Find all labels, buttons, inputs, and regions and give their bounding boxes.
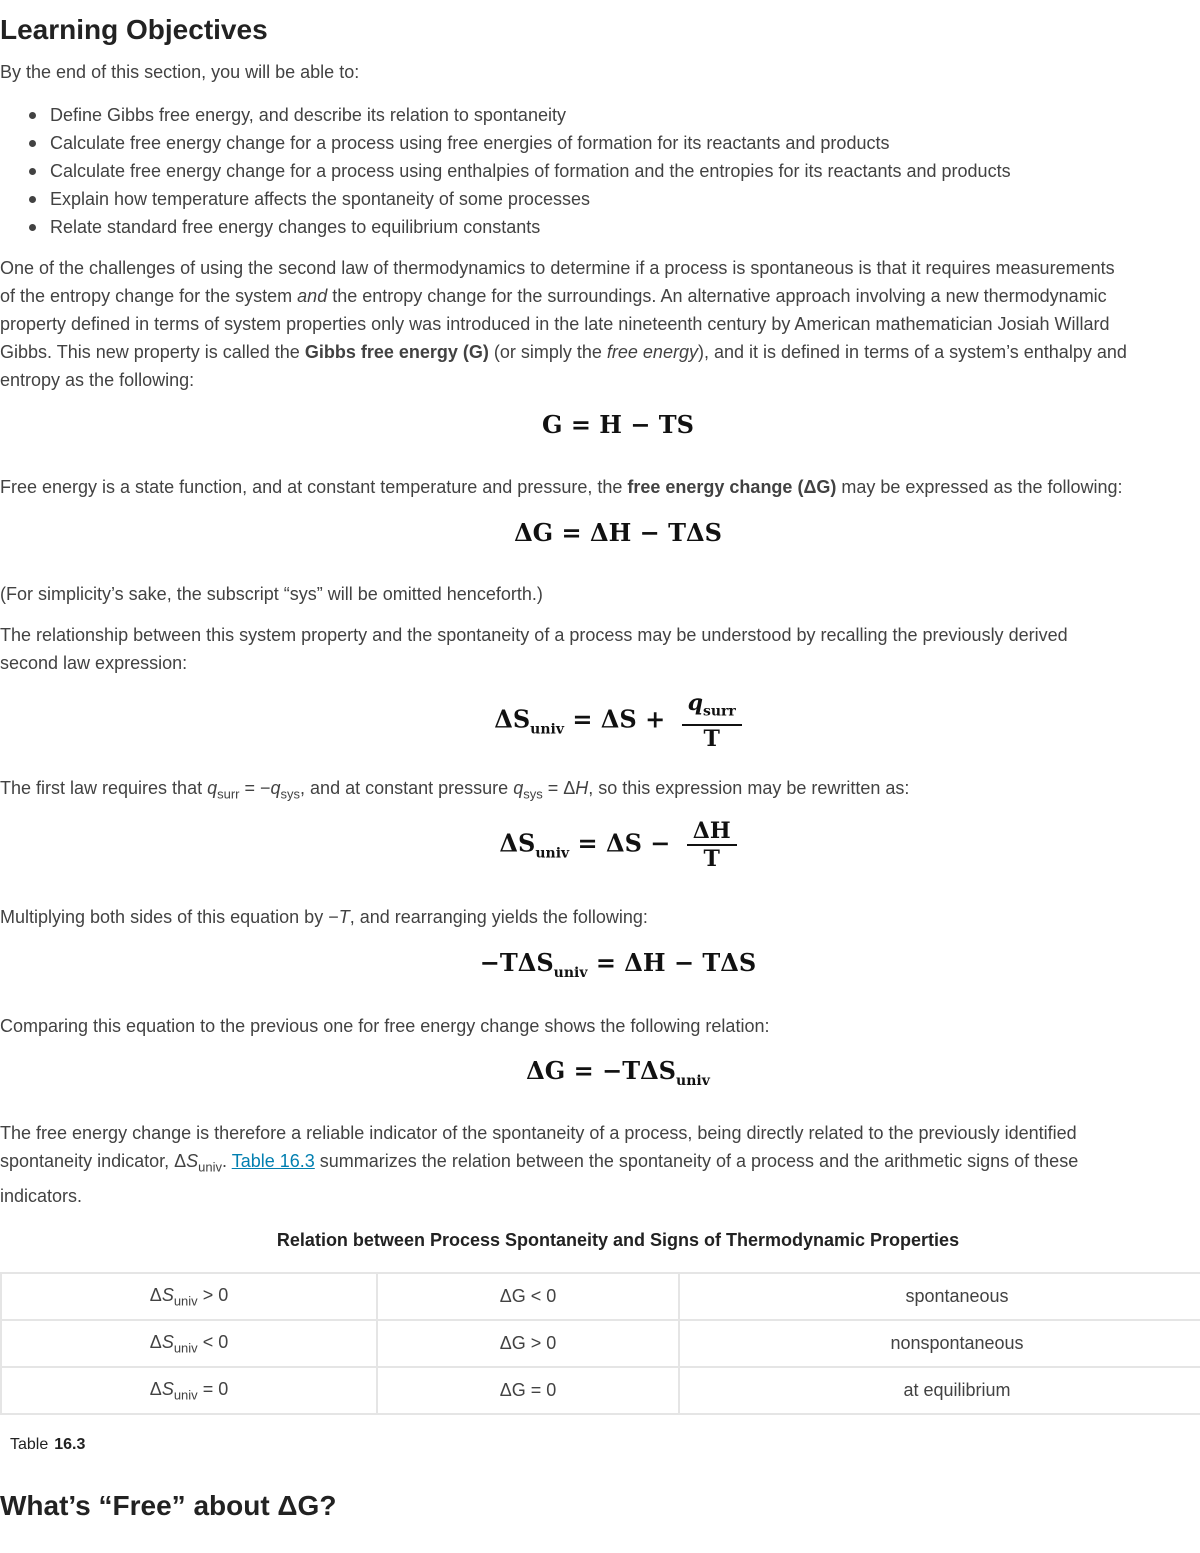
list-item: Define Gibbs free energy, and describe its relation to spontaneity <box>50 101 1011 129</box>
paragraph-indicator: The free energy change is therefore a reliable indicator of the spontaneity of a process, being directly related to the previously identified spontaneity indicator, $\Delta S_{univ}$. Table 16.3 summarizes the relation between the spontaneity of a process and the arithmetic signs of these indicators. <box>0 1123 1079 1206</box>
table-row <box>1 1367 1200 1414</box>
spontaneity-table <box>0 1272 1200 1415</box>
list-item: Relate standard free energy changes to equilibrium constants <box>50 213 1011 241</box>
intro-text: By the end of this section, you will be able to: <box>0 62 360 82</box>
table-label: Table 16.3 <box>10 1436 86 1453</box>
paragraph-free-energy-change: Free energy is a state function, and at constant temperature and pressure, the free energy change (ΔG) may be expressed as the following: <box>0 477 1123 497</box>
table-cell: ΔG = 0 <box>377 1367 679 1414</box>
table-caption: Relation between Process Spontaneity and Signs of Thermodynamic Properties <box>276 1230 960 1250</box>
table-row <box>1 1320 1200 1367</box>
paragraph-first-law: The first law requires that $q_{surr} = -q_{sys}$, and at constant pressure $q_{sys} = \Delta H$, so this expression may be rewritten as: <box>0 778 910 802</box>
table-cell: $\Delta S_{univ} < 0$ <box>1 1320 377 1367</box>
table-cell: spontaneous <box>679 1273 1200 1320</box>
list-item: Explain how temperature affects the spontaneity of some processes <box>50 185 1011 213</box>
list-item: Calculate free energy change for a process using enthalpies of formation and the entropies for its reactants and products <box>50 157 1011 185</box>
paragraph-multiplying: Multiplying both sides of this equation by −T, and rearranging yields the following: <box>0 907 648 927</box>
term-free-energy-change: free energy change (ΔG) <box>627 477 837 497</box>
table-cell: at equilibrium <box>679 1367 1200 1414</box>
equation-delta-g: ΔG = ΔH − TΔS <box>514 518 722 547</box>
table-row <box>1 1273 1200 1320</box>
equation-rearranged: $-T\Delta S_{univ} = \Delta H - T\Delta S$ <box>479 948 757 981</box>
paragraph-relationship: The relationship between this system property and the spontaneity of a process may be understood by recalling the previously derived second law expression: <box>0 625 1068 673</box>
paragraph-simplicity-note: (For simplicity’s sake, the subscript “sys” will be omitted henceforth.) <box>0 584 543 604</box>
table-16-3-link[interactable]: Table 16.3 <box>231 1151 315 1171</box>
paragraph-gibbs-intro: One of the challenges of using the second law of thermodynamics to determine if a process is spontaneous is that it requires measurements of the entropy change for the system and the entropy change for the surroundings. An alternative approach involving a new thermodynamic property defined in terms of system properties only was introduced in the late nineteenth century by American mathematician Josiah Willard Gibbs. This new property is called the Gibbs free energy (G) (or simply the free energy), and it is defined in terms of a system’s enthalpy and entropy as the following: <box>0 258 1127 390</box>
equation-rewritten: $\Delta S_{univ} = \Delta S$ − $\frac{\Delta H}{T}$ <box>0 818 1200 872</box>
table-cell: ΔG > 0 <box>377 1320 679 1367</box>
equation-g-univ: $\Delta G = -T\Delta S_{univ}$ <box>526 1056 710 1089</box>
table-cell: $\Delta S_{univ} > 0$ <box>1 1273 377 1320</box>
list-item: Calculate free energy change for a process using free energies of formation for its reactants and products <box>50 129 1011 157</box>
table-cell: ΔG < 0 <box>377 1273 679 1320</box>
equation-gibbs-definition: G = H − TS <box>541 410 694 439</box>
table-cell: $\Delta S_{univ} = 0$ <box>1 1367 377 1414</box>
subsection-title: What’s “Free” about ΔG? <box>0 1490 337 1521</box>
equation-second-law: $\Delta S_{univ} = \Delta S$ + $\frac{q_{surr}}{T}$ <box>0 690 1200 752</box>
term-gibbs-free-energy: Gibbs free energy (G) <box>304 342 489 362</box>
objectives-list <box>0 101 1011 241</box>
table-cell: nonspontaneous <box>679 1320 1200 1367</box>
section-title: Learning Objectives <box>0 14 268 45</box>
paragraph-comparing: Comparing this equation to the previous one for free energy change shows the following relation: <box>0 1016 770 1036</box>
